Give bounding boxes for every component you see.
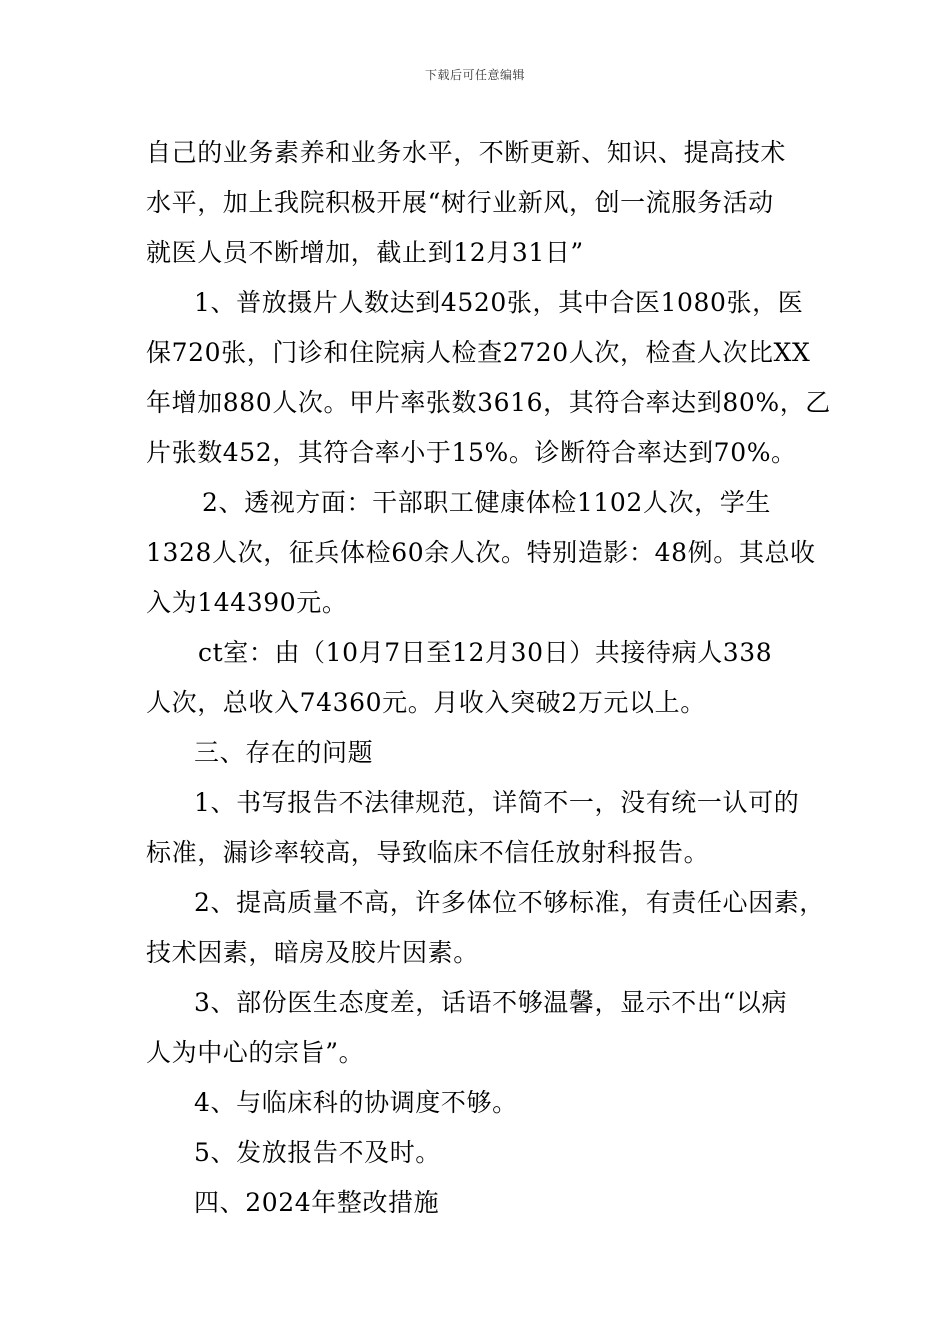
paragraph-fluoroscopy-stats [146,478,814,628]
paragraph-problem-3 [146,978,814,1078]
text-line: 入为144390元。 [146,588,348,617]
text-line: 标准，漏诊率较高，导致临床不信任放射科报告。 [146,838,710,867]
section-heading-measures [146,1178,814,1228]
text-line: 年增加880人次。甲片率张数3616，其符合率达到80%，乙 [146,388,831,417]
text-line: 1328人次，征兵体检60余人次。特别造影：48例。其总收 [146,538,816,567]
text-line: 片张数452，其符合率小于15%。诊断符合率达到70%。 [146,438,797,467]
text-line: 就医人员不断增加，截止到12月31日” [146,238,584,267]
text-line: 人为中心的宗旨”。 [146,1038,365,1067]
section-heading-problems [146,728,814,778]
document-body [146,128,831,1228]
paragraph-problem-4 [146,1078,814,1128]
heading-line: 四、2024年整改措施 [194,1188,440,1217]
text-line: 2、透视方面：干部职工健康体检1102人次，学生 [202,488,771,517]
page-header: 下载后可任意编辑 [424,68,525,82]
paragraph-ct-stats [146,628,814,728]
text-line: 3、部份医生态度差，话语不够温馨，显示不出“以病 [194,988,788,1017]
heading-line: 三、存在的问题 [194,738,374,767]
text-line: 1、普放摄片人数达到4520张，其中合医1080张，医 [194,288,804,317]
text-line: 技术因素，暗房及胶片因素。 [146,938,479,967]
paragraph-continuation [146,128,814,278]
text-line: 2、提高质量不高，许多体位不够标准，有责任心因素， [194,888,825,917]
text-line: 保720张，门诊和住院病人检查2720人次，检查人次比XX [146,338,811,367]
paragraph-problem-5 [146,1128,814,1178]
text-line: 5、发放报告不及时。 [194,1138,441,1167]
text-line: 水平，加上我院积极开展“树行业新风，创一流服务活动 [146,188,774,217]
text-line: 自己的业务素养和业务水平，不断更新、知识、提高技术 [146,138,787,167]
text-line: 4、与临床科的协调度不够。 [194,1088,518,1117]
paragraph-problem-2 [146,878,825,978]
paragraph-radiography-stats [146,278,831,478]
text-line: 1、书写报告不法律规范，详简不一，没有统一认可的 [194,788,800,817]
text-line: ct室：由（10月7日至12月30日）共接待病人338 [198,638,773,667]
paragraph-problem-1 [146,778,814,878]
text-line: 人次，总收入74360元。月收入突破2万元以上。 [146,688,706,717]
